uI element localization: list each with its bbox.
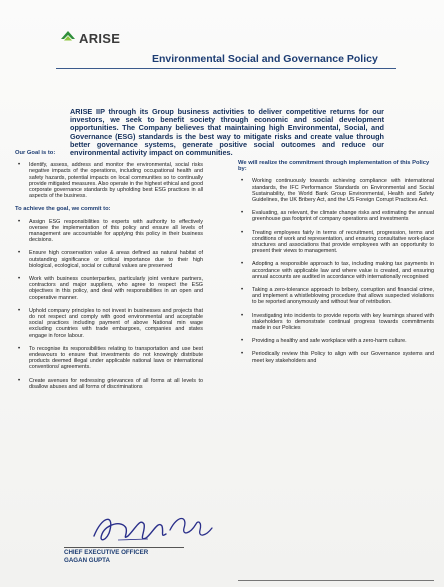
implementation-item: • Adopting a responsible approach to tax, including making tax payments in accordance with applicable law and where value is created, and ensuring annual accounts are audited in accordance with internationally recognised (238, 261, 434, 280)
commit-heading: To achieve the goal, we commit to: (15, 206, 111, 213)
left-column (15, 150, 203, 397)
signature-line (64, 547, 184, 548)
commit-item: • Uphold company principles to not invest in businesses and projects that do not respect and comply with good environmental and acceptable social practices including payment of above National min wage excluding countries with trade embargoes, companies and states engage in force labour. (15, 308, 203, 339)
page-title: Environmental Social and Governance Policy (152, 53, 378, 65)
implementation-item: • Taking a zero-tolerance approach to bribery, corruption and financial crime, and implement a whistleblowing procedure that allows suspected violations to be reported anonymously and without fear of retribution. (238, 287, 434, 306)
implementation-item: • Investigating into incidents to provide reports with key learnings shared with stakeholders to demonstrate continual progress towards commitments made in our Policies (238, 313, 434, 332)
goal-item: • Identify, assess, address and monitor the environmental, social risks negative impacts of the operations, including occupational health and safety hazards, potential impacts on local communities so to continually provide mitigated measures. Also operate in the highest ethical and good corporate governance standards by upholding best ESG practices in all aspects of the business. (15, 162, 203, 199)
commit-item: • To recognise its responsibilities relating to transportation and use best endeavours to ensure that investments do not knowingly distribute products deemed illegal under applicable national laws or international conventions/ agreements. (15, 346, 203, 371)
commit-item: • Ensure high conservation value & areas defined as natural habitat of outstanding significance or critical importance due to their high biological, ecological, social or cultural values are preserved (15, 250, 203, 269)
commit-item: • Work with business counterparties, particularly joint venture partners, contractors and major suppliers, who agree to respect the ESG objectives in this policy, and deal with responsibilities in an open and cooperative manner. (15, 276, 203, 301)
signatory-name: GAGAN GUPTA (64, 556, 110, 564)
implementation-item: • Treating employees fairly in terms of recruitment, progression, terms and conditions of work and representation, and ensuring consultative work-place structures and associations that provide employees with an opportunity to present their views to management. (238, 230, 434, 255)
handwritten-signature (88, 510, 218, 548)
signatory-role: CHIEF EXECUTIVE OFFICER (64, 549, 149, 556)
implementation-item: • Evaluating, as relevant, the climate change risks and estimating the annual greenhouse gas footprint of company operations and investments (238, 210, 434, 222)
implementation-item: • Periodically review this Policy to align with our Governance systems and meet key stakeholders and (238, 351, 434, 363)
arise-logo-icon (60, 30, 76, 46)
signatory-block (64, 549, 148, 564)
implementation-item: • Providing a healthy and safe workplace with a zero-harm culture. (238, 338, 434, 344)
commit-item: • Assign ESG responsibilities to experts with authority to effectively oversee the implementation of this policy and ensure all levels of management are accountable for applying this policy in their business decisions. (15, 219, 203, 244)
logo-text: ARISE (79, 30, 121, 46)
implementation-item: • Working continuously towards achieving compliance with international standards, the IFC Performance Standards on Environmental and Social Sustainability, the World Bank Group Environmental, Health and Safety Guidelines, the UK Bribery Act, and the US Foreign Corrupt Practices Act. (238, 178, 434, 203)
footer-line (238, 580, 434, 581)
commit-item: • Create avenues for redressing grievances of all forms at all levels to disallow abuses and all forms of discriminations (15, 378, 203, 390)
title-divider (56, 68, 396, 69)
goal-heading: Our Goal is to: (15, 150, 56, 156)
right-column (238, 160, 434, 371)
intro-paragraph: ARISE IIP through its Group business activities to deliver competitive returns for our investors, we seek to benefit society through economic and social development opportunities. The Company believes that maintaining high Environmental, Social, and Governance (ESG) standards is the best way to mitigate risks and create value through better governance systems, generate positive social outcomes and reduce our environmental activity impact on communities. (70, 107, 384, 158)
company-logo (60, 30, 120, 46)
implementation-heading: We will realize the commitment through implementation of this Policy by: (238, 160, 430, 173)
